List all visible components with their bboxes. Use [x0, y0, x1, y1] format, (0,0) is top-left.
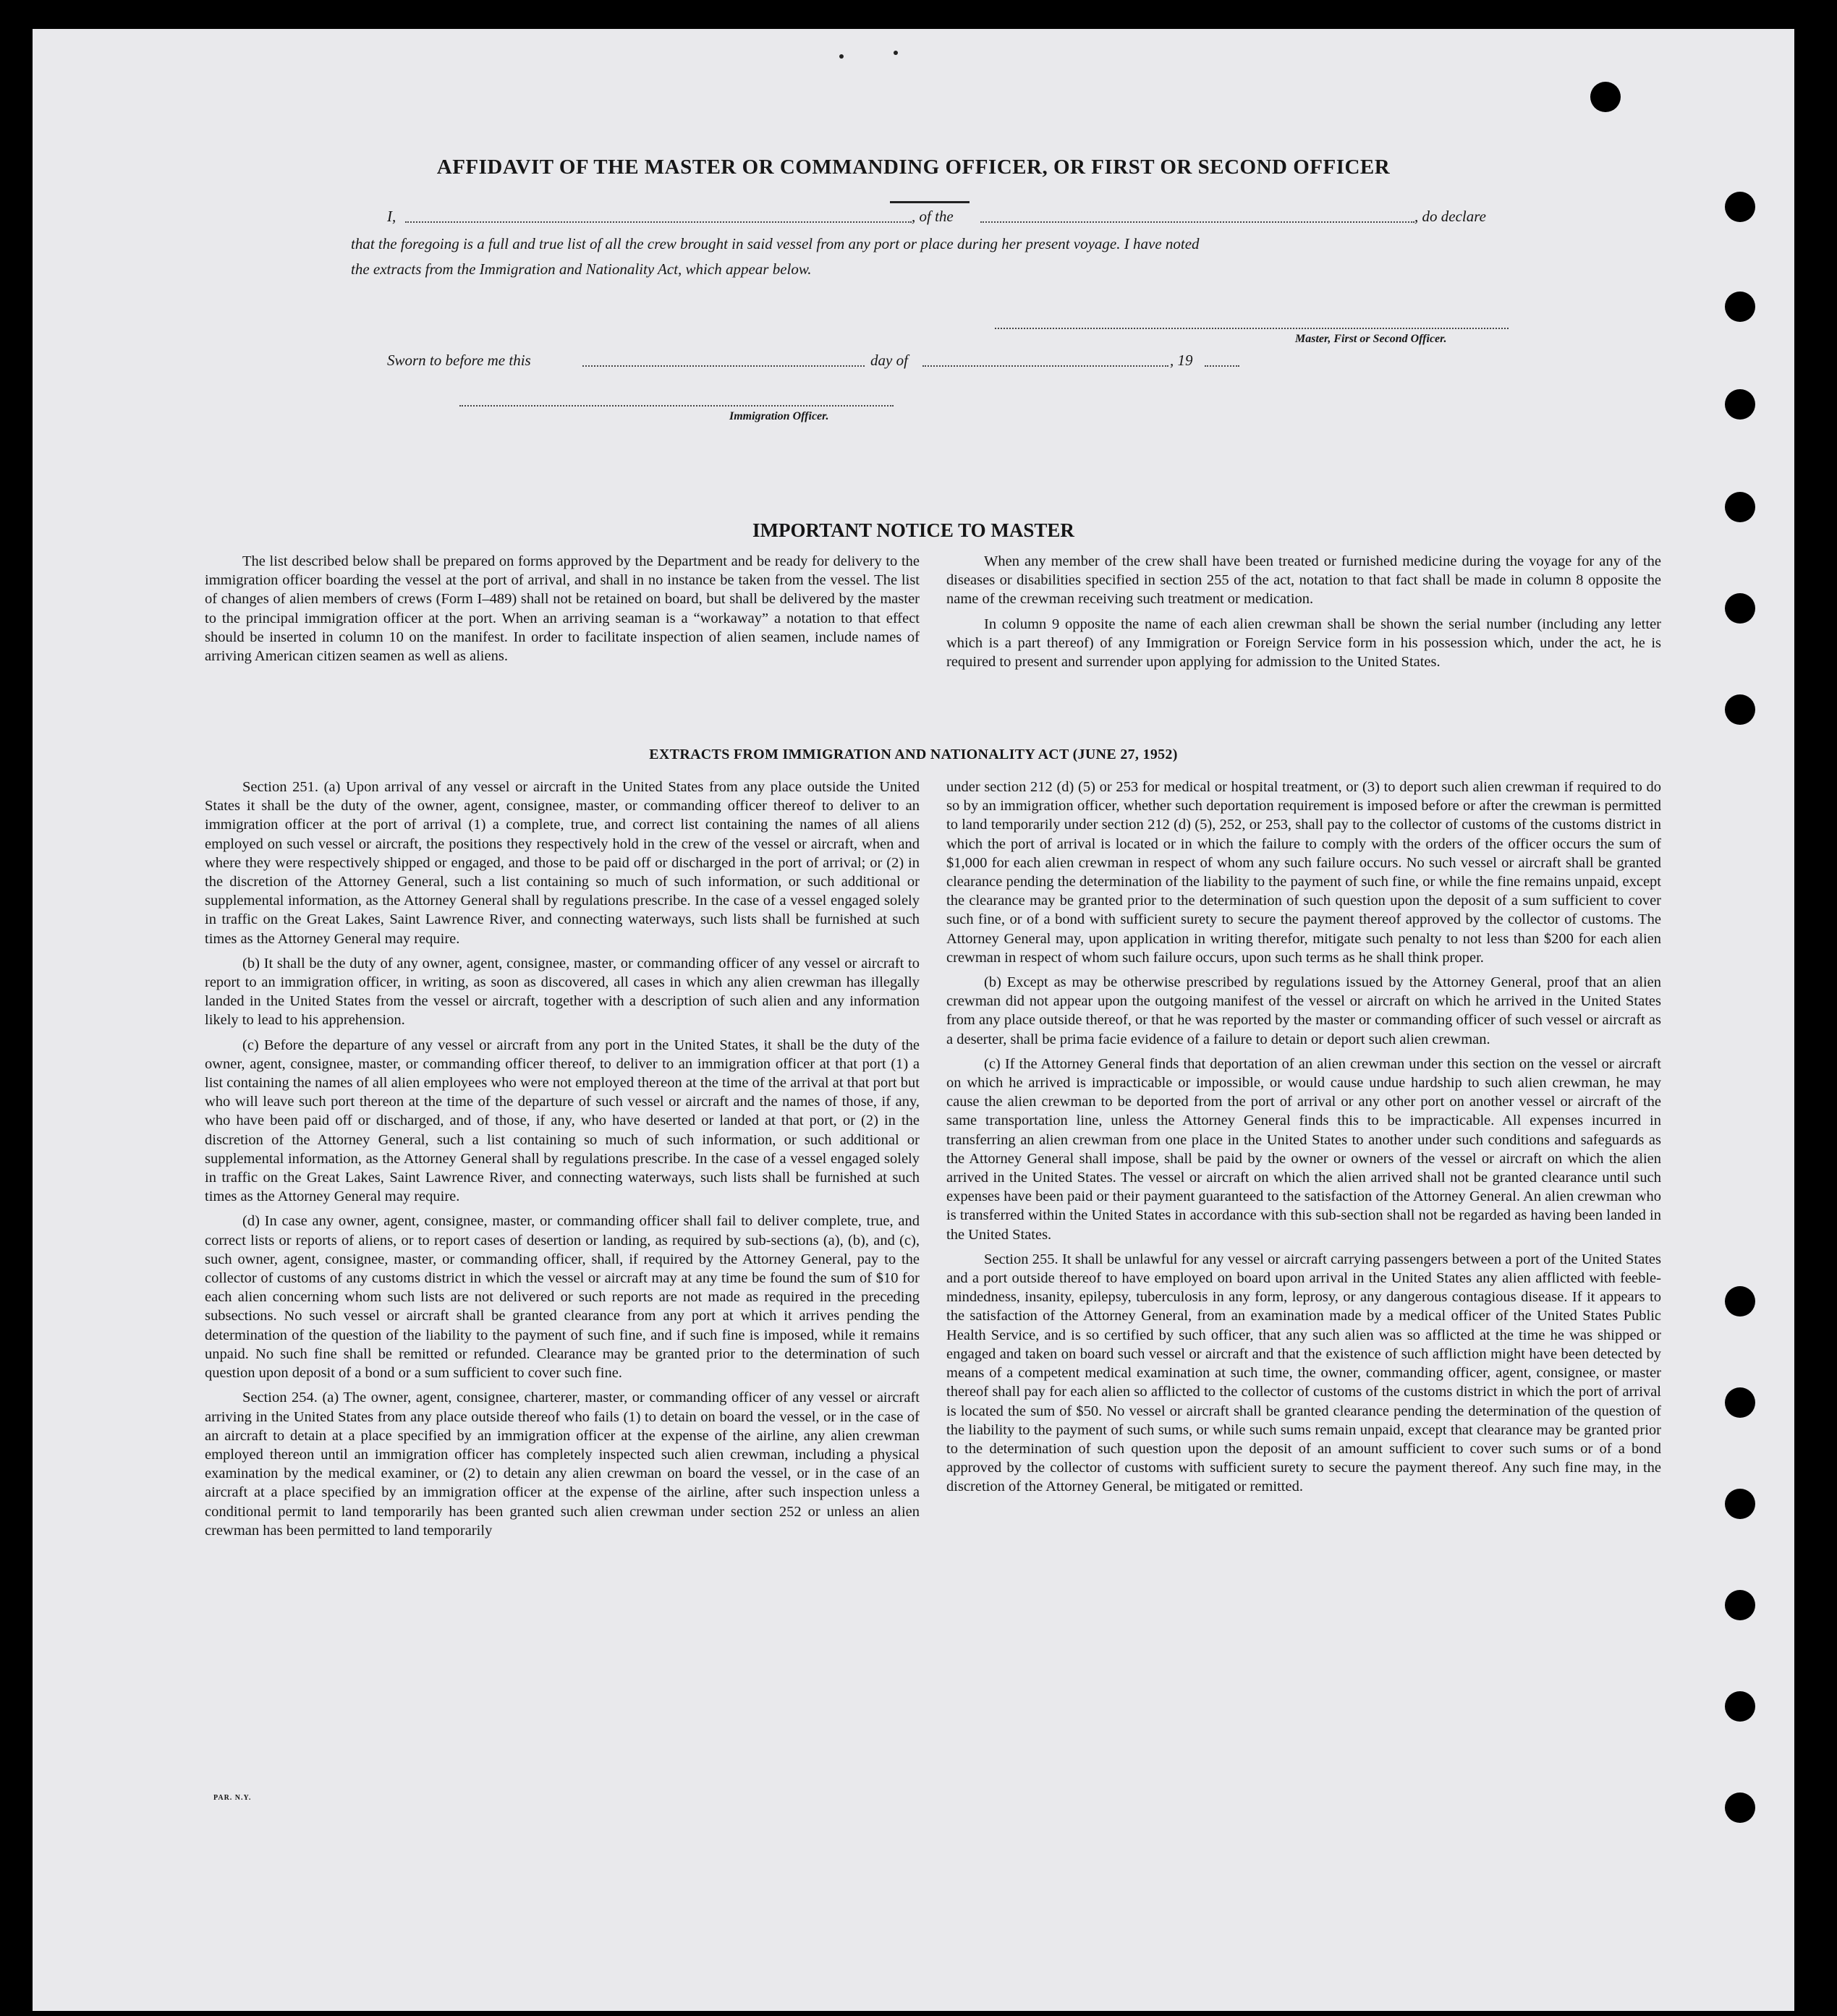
binder-hole	[1725, 1792, 1755, 1823]
binder-hole	[1590, 82, 1621, 112]
sworn-year-blank[interactable]	[1205, 365, 1239, 367]
extract-paragraph: Section 251. (a) Upon arrival of any vessel or aircraft in the United States from any place outside the United States it shall be the duty of the owner, agent, consignee, master, or commanding officer thereof to deliver to an immigration officer at the port of arrival (1) a complete, true, and correct list containing the names of all aliens employed on such vessel or aircraft, the positions they respectively hold in the crew of the vessel or aircraft, when and where they were respectively shipped or engaged, and those to be paid off or discharged in the port of arrival; or (2) in the discretion of the Attorney General, such a list containing so much of such information, or such additional or supplemental information, as the Attorney General shall by regulations prescribe. In the case of a vessel engaged solely in traffic on the Great Lakes, Saint Lawrence River, and connecting waterways, such lists shall be furnished at such times as the Attorney General may require.	[205, 779, 920, 947]
binder-hole	[1725, 593, 1755, 624]
statement-line-2: the extracts from the Immigration and Nationality Act, which appear below.	[351, 260, 812, 278]
binder-hole	[1725, 389, 1755, 420]
binder-hole	[1725, 1489, 1755, 1519]
affidavit-title: AFFIDAVIT OF THE MASTER OR COMMANDING OFFICER, OR FIRST OR SECOND OFFICER	[436, 156, 1391, 179]
document-page	[33, 29, 1794, 2011]
do-declare-label: , do declare	[1414, 208, 1486, 225]
officer-signature-label: Immigration Officer.	[729, 410, 829, 422]
binder-hole	[1725, 1590, 1755, 1620]
of-the-label: , of the	[912, 208, 954, 225]
binder-hole	[1725, 1286, 1755, 1317]
year-label: , 19	[1170, 352, 1193, 369]
extracts-left-column	[205, 778, 920, 1546]
sworn-label: Sworn to before me this	[387, 352, 531, 369]
notice-right-paragraph-1: When any member of the crew shall have been treated or furnished medicine during the voyage for any of the diseases or disabilities specified in section 255 of the act, notation to that fact shall be made in column 8 opposite the name of the crewman receiving such treatment or medication.	[946, 553, 1661, 608]
binder-hole	[1725, 192, 1755, 222]
extract-paragraph: Section 254. (a) The owner, agent, consignee, charterer, master, or commanding officer of any vessel or aircraft arriving in the United States from any place outside thereof who fails (1) to detain on board the vessel, or in the case of an aircraft to detain at a place specified by an immigration officer at the expense of the airline, any alien crewman employed thereon until an immigration officer has completely inspected such alien crewman, including a physical examination by the medical examiner, or (2) to detain any alien crewman on board the vessel, or in the case of an aircraft at a place specified by an immigration officer at the expense of the airline, after such inspection unless a conditional permit to land temporarily has been granted such alien crewman under section 252 or unless an alien crewman has been permitted to land temporarily	[205, 1390, 920, 1539]
binder-hole	[1725, 492, 1755, 522]
officer-signature-line[interactable]	[459, 405, 894, 407]
master-signature-line[interactable]	[995, 328, 1509, 329]
extract-paragraph: under section 212 (d) (5) or 253 for medical or hospital treatment, or (3) to deport such alien crewman if required to do so by an immigration officer, whether such deportation requirement is imposed before or after the crewman is permitted to land temporarily under section 212 (d) (5), 252, or 253, shall pay to the collector of customs of the customs district in which the port of arrival is located or in which the failure to comply with the orders of the officer occurs the sum of $1,000 for each alien crewman in respect of whom any such failure occurs. No such vessel or aircraft shall be granted clearance pending the determination of the liability to the payment of such fine, or while the fine remains unpaid, except the clearance may be granted prior to the determination of such question upon the deposit of a sum sufficient to cover such fine, or of a bond with sufficient surety to secure the payment thereof approved by the collector of customs. The Attorney General may, upon application in writing therefor, mitigate such penalty to not less than $200 for each alien crewman in respect of whom such failure occurs, upon such terms as he shall think proper.	[946, 779, 1661, 966]
name-blank-line[interactable]	[405, 221, 912, 223]
notice-left-paragraph: The list described below shall be prepared on forms approved by the Department and be ready for delivery to the immigration officer boarding the vessel at the port of arrival, and shall in no instance be taken from the vessel. The list of changes of alien members of crews (Form I–489) shall not be retained on board, but shall be delivered by the master to the principal immigration officer at the port. When an arriving seaman is a “workaway” a notation to that effect should be inserted in column 10 on the manifest. In order to facilitate inspection of alien seamen, include names of arriving American citizen seamen as well as aliens.	[205, 553, 920, 665]
title-rule	[890, 201, 970, 203]
notice-left-column	[205, 552, 920, 671]
extracts-title: EXTRACTS FROM IMMIGRATION AND NATIONALITY ACT (JUNE 27, 1952)	[649, 747, 1178, 762]
sworn-month-blank[interactable]	[922, 365, 1168, 367]
statement-line-1: that the foregoing is a full and true list of all the crew brought in said vessel from any port or place during her present voyage. I have noted	[351, 235, 1200, 252]
speck	[839, 54, 844, 59]
printer-mark: PAR. N.Y.	[213, 1794, 252, 1802]
extract-paragraph: (b) It shall be the duty of any owner, agent, consignee, master, or commanding officer of any vessel or aircraft to report to an immigration officer, in writing, as soon as discovered, all cases in which any alien crewman has illegally landed in the United States from the vessel or aircraft, together with a description of such alien and any information likely to lead to his apprehension.	[205, 955, 920, 1029]
vessel-blank-line[interactable]	[980, 221, 1414, 223]
extract-paragraph: (d) In case any owner, agent, consignee, master, or commanding officer shall fail to deliver complete, true, and correct lists or reports of aliens, or to report cases of desertion or landing, as required by sub-sections (a), (b), and (c), such owner, agent, consignee, master, or commanding officer, shall, if required by the Attorney General, pay to the collector of customs of any customs district in which the vessel or aircraft may at any time be found the sum of $10 for each alien concerning whom such lists are not delivered or such reports are not made as required in the preceding subsections. No such vessel or aircraft shall be granted clearance from any port at which it arrives pending the determination of the question of the liability to the payment of such fine, and if such fine is imposed, while it remains unpaid. No such fine shall be remitted or refunded. Clearance may be granted prior to the determination of such question upon deposit of a bond or a sum sufficient to cover such fine.	[205, 1213, 920, 1382]
binder-hole	[1725, 292, 1755, 322]
binder-hole	[1725, 694, 1755, 725]
notice-right-column	[946, 552, 1661, 677]
i-label: I,	[387, 208, 396, 225]
notice-title: IMPORTANT NOTICE TO MASTER	[752, 519, 1074, 541]
extract-paragraph: (c) If the Attorney General finds that deportation of an alien crewman under this section on the vessel or aircraft on which he arrived is impracticable or impossible, or would cause undue hardship to such alien crewman, he may cause the alien crewman to be deported from the port of arrival or any other port on another vessel or aircraft of the same transportation line, unless the Attorney General finds this to be impracticable. All expenses incurred in transferring an alien crewman from one place in the United States to another under such conditions and safeguards as the Attorney General shall impose, shall be paid by the owner or owners of the vessel or aircraft on which the alien arrived in the United States. The vessel or aircraft on which the alien arrived shall not be granted clearance until such expenses have been paid or their payment guaranteed to the satisfaction of the Attorney General. An alien crewman who is transferred within the United States in accordance with this sub-section shall not be regarded as having been landed in the United States.	[946, 1055, 1661, 1243]
extract-paragraph: (c) Before the departure of any vessel or aircraft from any port in the United States, it shall be the duty of the owner, agent, consignee, master, or commanding officer thereof, to deliver to an immigration officer at that port (1) a list containing the names of all alien employees who were not employed thereon at the time of the arrival at that port but who will leave such port thereon at the time of the departure of such vessel or aircraft and the names of those, if any, who have been paid off or discharged, and of those, if any, who have deserted or landed at that port, or (2) in the discretion of the Attorney General, such a list containing so much of such information, or such additional or supplemental information, as the Attorney General shall by regulations prescribe. In the case of a vessel engaged solely in traffic on the Great Lakes, Saint Lawrence River, and connecting waterways, such lists shall be furnished at such times as the Attorney General may require.	[205, 1037, 920, 1205]
sworn-day-blank[interactable]	[582, 365, 865, 367]
extract-paragraph: (b) Except as may be otherwise prescribed by regulations issued by the Attorney General, proof that an alien crewman did not appear upon the outgoing manifest of the vessel or aircraft on which he arrived in the United States from any place outside thereof, or that he was reported by the master or commanding officer of such vessel or aircraft as a deserter, shall be prima facie evidence of a failure to detain or deport such alien crewman.	[946, 974, 1661, 1047]
master-signature-label: Master, First or Second Officer.	[1295, 333, 1447, 345]
day-of-label: day of	[870, 352, 908, 369]
speck	[894, 51, 898, 55]
notice-right-paragraph-2: In column 9 opposite the name of each alien crewman shall be shown the serial number (including any letter which is a part thereof) of any Immigration or Foreign Service form in his possession which, under the act, he is required to present and surrender upon applying for admission to the United States.	[946, 616, 1661, 671]
extracts-right-column	[946, 778, 1661, 1502]
binder-hole	[1725, 1387, 1755, 1418]
extract-paragraph: Section 255. It shall be unlawful for any vessel or aircraft carrying passengers between a port of the United States and a port outside thereof to have employed on board upon arrival in the United States any alien afflicted with feeble-mindedness, insanity, epilepsy, tuberculosis in any form, leprosy, or any dangerous contagious disease. If it appears to the satisfaction of the Attorney General, from an examination made by a medical officer of the United States Public Health Service, and is so certified by such officer, that any such alien was so afflicted at the time he was shipped or engaged and taken on board such vessel or aircraft and that the existence of such affliction might have been detected by means of a competent medical examination at such time, the owner, commanding officer, agent, consignee, or master thereof shall pay for each alien so afflicted to the collector of customs of the customs district in which the port of arrival is located the sum of $50. No vessel or aircraft shall be granted clearance pending the determination of the question of the liability to the payment of such sums, or while such sums remain unpaid, except that clearance may be granted prior to the determination of such question upon the deposit of an amount sufficient to cover such sums or of a bond approved by the collector of customs with sufficient surety to secure the payment thereof. Any such fine may, in the discretion of the Attorney General, be mitigated or remitted.	[946, 1251, 1661, 1495]
binder-hole	[1725, 1691, 1755, 1722]
